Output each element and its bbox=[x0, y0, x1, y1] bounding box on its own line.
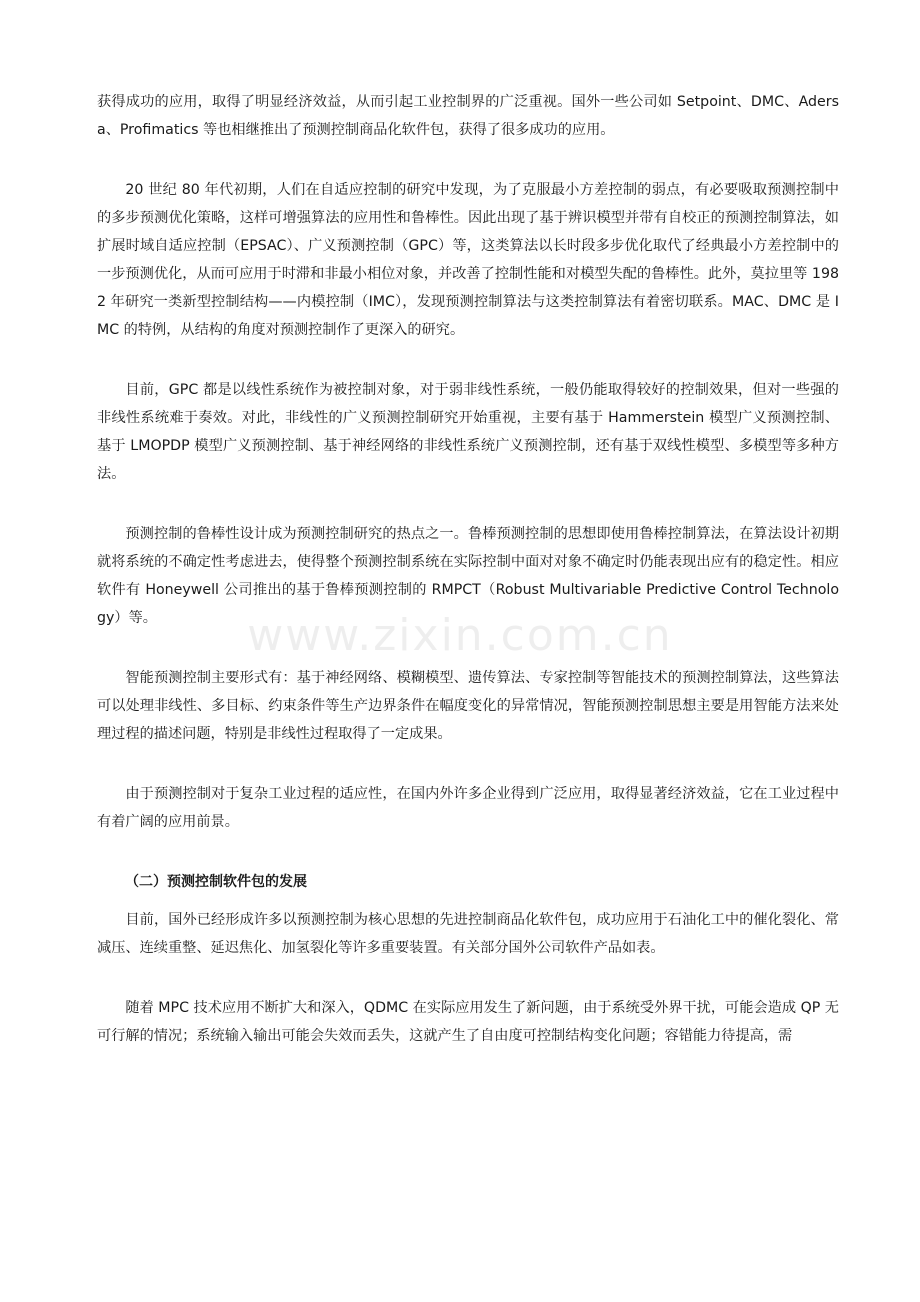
section-heading: （二）预测控制软件包的发展 bbox=[125, 874, 307, 890]
paragraph-3: 目前，GPC 都是以线性系统作为被控制对象，对于弱非线性系统，一般仍能取得较好的控制效果，但对一些强的非线性系统难于奏效。对此，非线性的广义预测控制研究开始重视，主要有基于 Hammerstein 模型广义预测控制、基于 LMOPDP 模型广义预测控制、基于神经网络的非线性系统广义预测控制，还有基于双线性模型、多模型等多种方法。 bbox=[97, 382, 839, 482]
paragraph-2: 20 世纪 80 年代初期，人们在自适应控制的研究中发现，为了克服最小方差控制的弱点，有必要吸取预测控制中的多步预测优化策略，这样可增强算法的应用性和鲁棒性。因此出现了基于辨识模型并带有自校正的预测控制算法，如扩展时域自适应控制（EPSAC）、广义预测控制（GPC）等，这类算法以长时段多步优化取代了经典最小方差控制中的一步预测优化，从而可应用于时滞和非最小相位对象，并改善了控制性能和对模型失配的鲁棒性。此外，莫拉里等 1982 年研究一类新型控制结构——内模控制（IMC），发现预测控制算法与这类控制算法有着密切联系。MAC、DMC 是 IMC 的特例，从结构的角度对预测控制作了更深入的研究。 bbox=[97, 182, 839, 338]
paragraph-1: 获得成功的应用，取得了明显经济效益，从而引起工业控制界的广泛重视。国外一些公司如 Setpoint、DMC、Adersa、Profimatics 等也相继推出了预测控制商品化软件包，获得了很多成功的应用。 bbox=[97, 94, 839, 138]
watermark: www.zixin.com.cn bbox=[247, 610, 673, 661]
section-paragraph-1: 目前，国外已经形成许多以预测控制为核心思想的先进控制商品化软件包，成功应用于石油化工中的催化裂化、常减压、连续重整、延迟焦化、加氢裂化等许多重要装置。有关部分国外公司软件产品如表。 bbox=[97, 912, 839, 956]
paragraph-5: 智能预测控制主要形式有：基于神经网络、模糊模型、遗传算法、专家控制等智能技术的预测控制算法，这些算法可以处理非线性、多目标、约束条件等生产边界条件在幅度变化的异常情况，智能预测控制思想主要是用智能方法来处理过程的描述问题，特别是非线性过程取得了一定成果。 bbox=[97, 670, 839, 742]
section-paragraph-2: 随着 MPC 技术应用不断扩大和深入，QDMC 在实际应用发生了新问题，由于系统受外界干扰，可能会造成 QP 无可行解的情况；系统输入输出可能会失效而丢失，这就产生了自由度可控制结构变化问题；容错能力待提高，需 bbox=[97, 1000, 839, 1044]
paragraph-4: 预测控制的鲁棒性设计成为预测控制研究的热点之一。鲁棒预测控制的思想即使用鲁棒控制算法，在算法设计初期就将系统的不确定性考虑进去，使得整个预测控制系统在实际控制中面对对象不确定时仍能表现出应有的稳定性。相应软件有 Honeywell 公司推出的基于鲁棒预测控制的 RMPCT（Robust Multivariable Predictive Control Technology）等。 bbox=[97, 526, 839, 626]
paragraph-6: 由于预测控制对于复杂工业过程的适应性，在国内外许多企业得到广泛应用，取得显著经济效益，它在工业过程中有着广阔的应用前景。 bbox=[97, 786, 839, 830]
document-body bbox=[97, 88, 839, 1050]
